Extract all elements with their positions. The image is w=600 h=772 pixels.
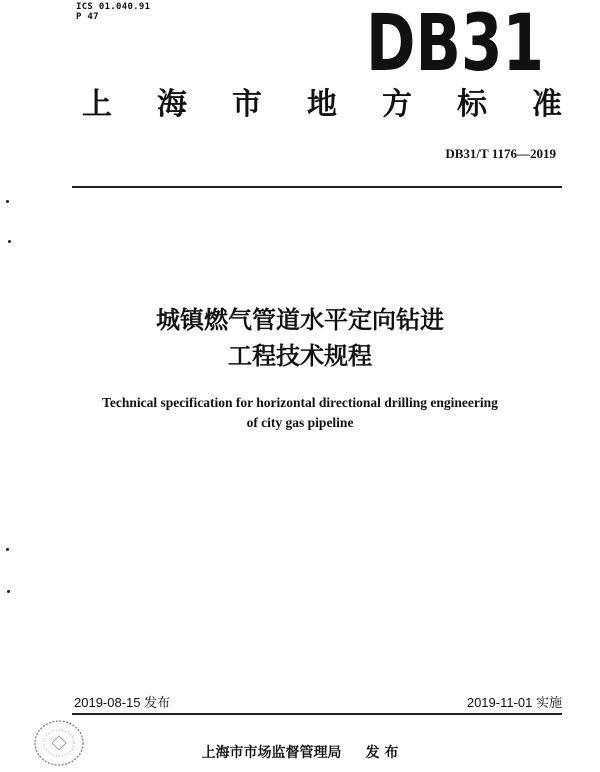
standard-type-char: 市 [232,87,262,122]
standard-type-char: 上 [82,87,112,122]
issue-date: 2019-08-15 发布 [74,695,171,710]
chinese-title-line1: 城镇燃气管道水平定向钻进 [156,306,444,334]
standard-type-char: 准 [532,87,562,122]
standard-type-char: 方 [382,87,412,122]
standard-type-char: 地 [307,87,337,122]
classification-codes [76,2,150,22]
standard-type-heading [82,86,562,124]
publisher-line [0,742,600,762]
standard-type-char: 标 [457,87,487,122]
db31-logo [366,0,546,89]
implement-date: 2019-11-01 实施 [466,695,562,710]
ics-code: ICS 01.040.91 [76,2,151,12]
logo-text: DB31 [366,0,544,89]
standard-type-char: 海 [157,87,187,122]
scan-mark [7,590,10,593]
english-title-line1: Technical specification for horizontal directional drilling engineering [102,395,498,410]
scan-mark [6,548,9,551]
header-divider [72,186,562,188]
db31-logo-graphic [366,0,546,89]
english-title-line2: of city gas pipeline [246,415,354,430]
scan-mark [8,240,11,243]
publisher-name: 上海市市场监督管理局 [201,745,342,761]
publisher-action: 发 布 [365,745,399,761]
footer-divider [72,713,562,715]
ccs-code: P 47 [76,12,99,22]
chinese-title-line2: 工程技术规程 [228,342,372,370]
standard-number: DB31/T 1176—2019 [445,146,556,161]
scan-mark [6,200,9,203]
